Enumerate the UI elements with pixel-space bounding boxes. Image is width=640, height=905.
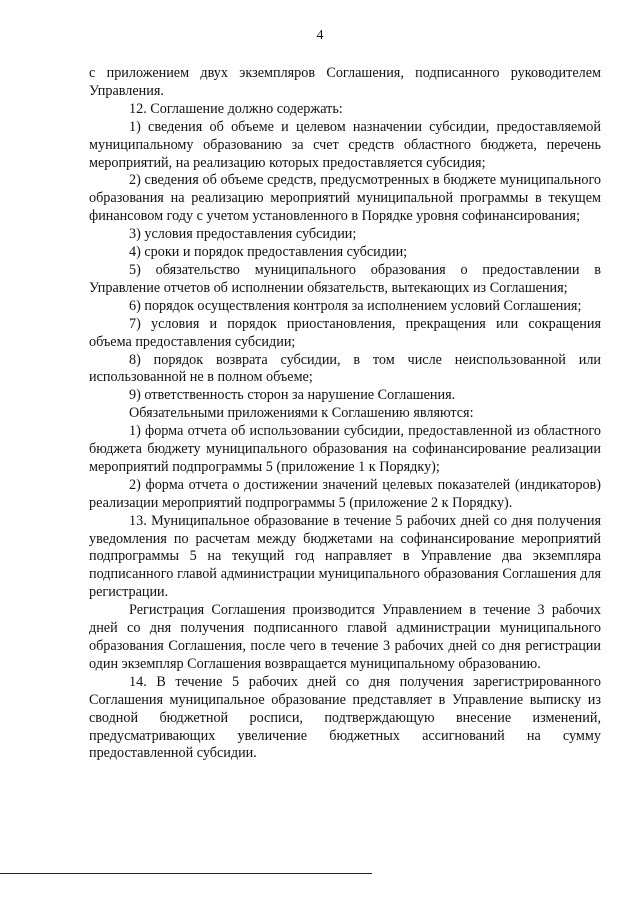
footnote-divider bbox=[0, 873, 372, 874]
paragraph-subitem-8: 8) порядок возврата субсидии, в том числе неиспользованной или использованной не в полном объеме; bbox=[89, 351, 601, 386]
paragraph-subitem-2: 2) сведения об объеме средств, предусмотренных в бюджете муниципального образования на реализацию мероприятий муниципальной программы в текущем финансовом году с учетом установленного в Порядке уровня софинансирования; bbox=[89, 172, 601, 225]
paragraph-subitem-5: 5) обязательство муниципального образования о предоставлении в Управление отчетов об исполнении обязательств, вытекающих из Соглашения; bbox=[89, 261, 601, 296]
paragraph-attachment-2: 2) форма отчета о достижении значений целевых показателей (индикаторов) реализации мероприятий подпрограммы 5 (приложение 2 к Порядку). bbox=[89, 476, 601, 511]
paragraph-attachment-1: 1) форма отчета об использовании субсидии, предоставленной из областного бюджета бюджету муниципального образования на софинансирование реализации мероприятий подпрограммы 5 (приложение 1 к Порядку); bbox=[89, 423, 601, 475]
paragraph-continuation: с приложением двух экземпляров Соглашения, подписанного руководителем Управления. bbox=[89, 65, 601, 99]
page-number: 4 bbox=[316, 28, 324, 43]
paragraph-item-14: 14. В течение 5 рабочих дней со дня получения зарегистрированного Соглашения муниципальное образование представляет в Управление выписку из сводной бюджетной росписи, подтверждающую внесение изменений, предусматривающих увеличение бюджетных ассигнований на сумму предоставленной субсидии. bbox=[89, 673, 601, 762]
document-body bbox=[89, 65, 601, 763]
paragraph-subitem-9: 9) ответственность сторон за нарушение Соглашения. bbox=[129, 387, 456, 404]
paragraph-item-13: 13. Муниципальное образование в течение 5 рабочих дней со дня получения уведомления по расчетам между бюджетами на софинансирование мероприятий подпрограммы 5 на текущий год направляет в Управление два экземпляра подписанного главой администрации муниципального образования Соглашения для регистрации. bbox=[89, 512, 601, 601]
paragraph-subitem-7: 7) условия и порядок приостановления, прекращения или сокращения объема предоставления субсидии; bbox=[89, 315, 601, 350]
paragraph-attachments-heading: Обязательными приложениями к Соглашению являются: bbox=[129, 405, 474, 422]
paragraph-subitem-4: 4) сроки и порядок предоставления субсидии; bbox=[129, 244, 408, 261]
paragraph-subitem-1: 1) сведения об объеме и целевом назначении субсидии, предоставляемой муниципальному образованию за счет средств областного бюджета, перечень мероприятий, на реализацию которых предоставляется субсидия; bbox=[89, 118, 601, 171]
paragraph-subitem-3: 3) условия предоставления субсидии; bbox=[129, 226, 357, 243]
paragraph-item-12: 12. Соглашение должно содержать: bbox=[129, 100, 343, 117]
paragraph-registration: Регистрация Соглашения производится Управлением в течение 3 рабочих дней со дня получения подписанного главой администрации муниципального образования Соглашения, после чего в течение 3 рабочих дней со дня регистрации один экземпляр Соглашения возвращается муниципальному образованию. bbox=[89, 602, 601, 672]
paragraph-subitem-6: 6) порядок осуществления контроля за исполнением условий Соглашения; bbox=[129, 297, 582, 314]
